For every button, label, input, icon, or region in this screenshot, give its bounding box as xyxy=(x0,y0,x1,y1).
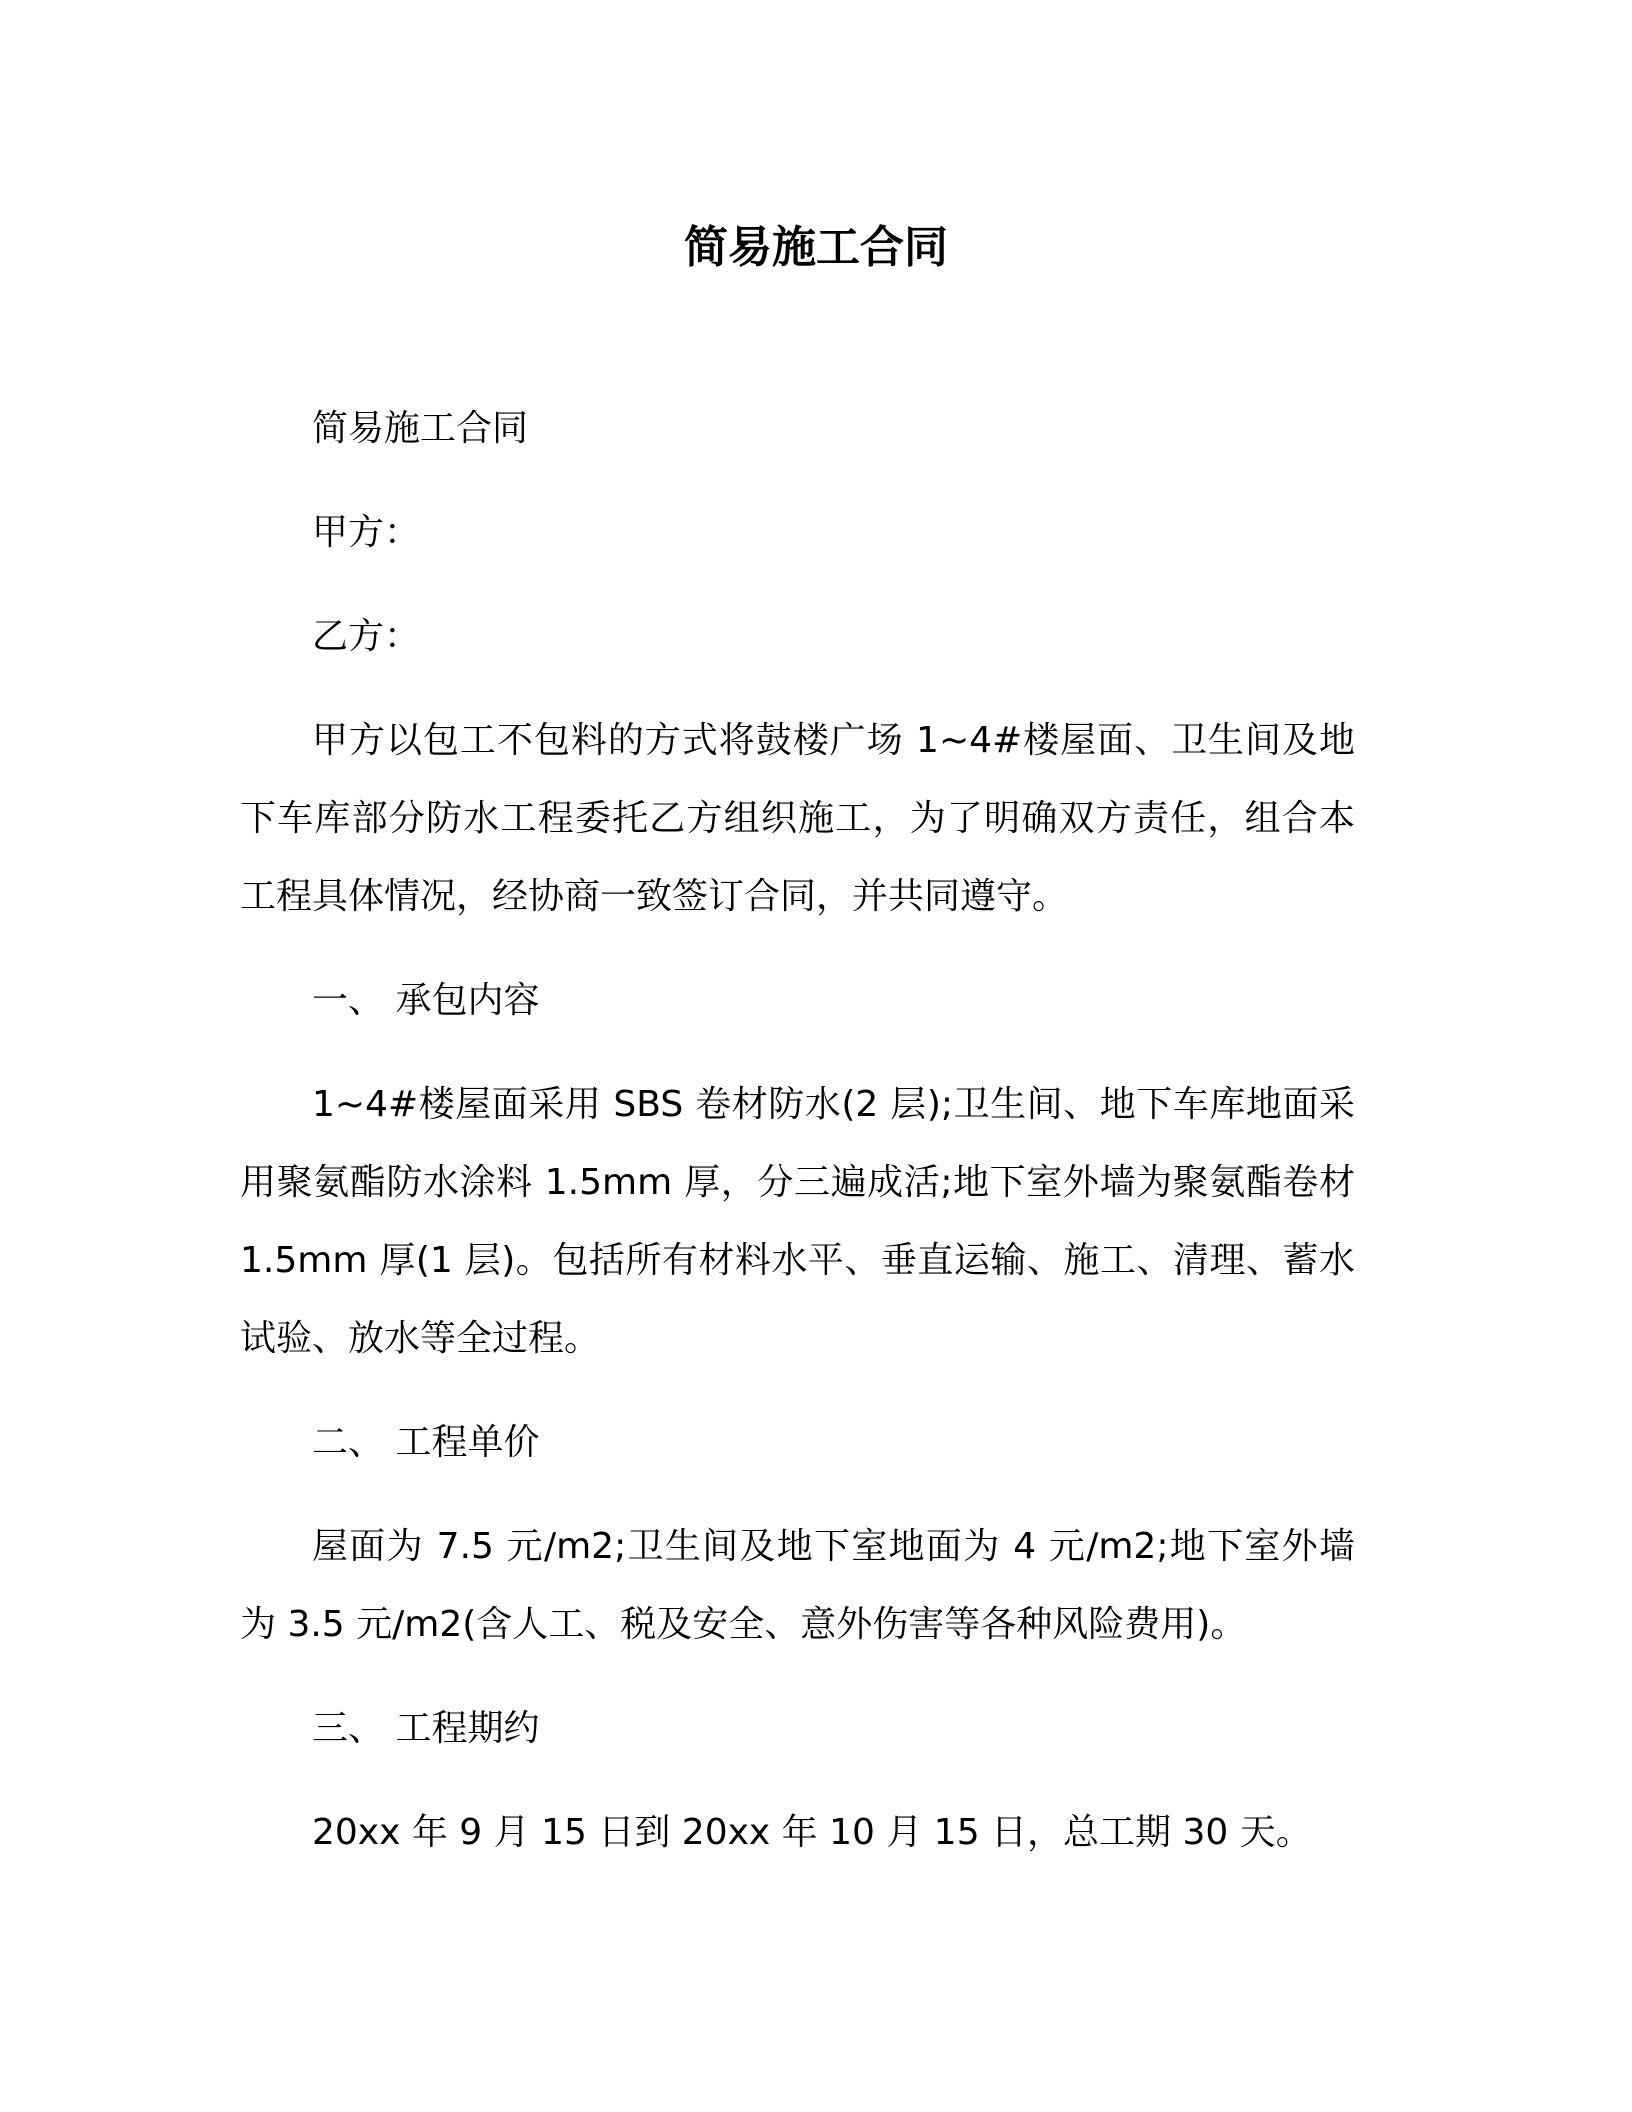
document-body xyxy=(240,390,1355,1898)
section-heading-schedule: 三、 工程期约 xyxy=(312,1708,540,1749)
party-b-label: 乙方： xyxy=(312,616,421,657)
section-text-schedule: 20xx 年 9 月 15 日到 20xx 年 10 月 15 日，总工期 30 天。 xyxy=(312,1812,1312,1853)
intro-paragraph: 甲方以包工不包料的方式将鼓楼广场 1~4#楼屋面、卫生间及地下车库部分防水工程委托乙方组织施工，为了明确双方责任，组合本工程具体情况，经协商一致签订合同，并共同遵守。 xyxy=(240,720,1355,917)
section-heading-scope: 一、 承包内容 xyxy=(312,980,540,1021)
section-heading-unit-price: 二、 工程单价 xyxy=(312,1422,540,1463)
section-text-unit-price: 屋面为 7.5 元/m2;卫生间及地下室地面为 4 元/m2;地下室外墙为 3.5 元/m2(含人工、税及安全、意外伤害等各种风险费用)。 xyxy=(240,1526,1355,1645)
document-subtitle: 简易施工合同 xyxy=(312,408,529,449)
section-text-scope: 1~4#楼屋面采用 SBS 卷材防水(2 层);卫生间、地下车库地面采用聚氨酯防水涂料 1.5mm 厚，分三遍成活;地下室外墙为聚氨酯卷材 1.5mm 厚(1 层)。包括所有材料水平、垂直运输、施工、清理、蓄水试验、放水等全过程。 xyxy=(240,1084,1355,1359)
party-a-label: 甲方： xyxy=(312,512,421,553)
page-title: 简易施工合同 xyxy=(684,222,948,273)
